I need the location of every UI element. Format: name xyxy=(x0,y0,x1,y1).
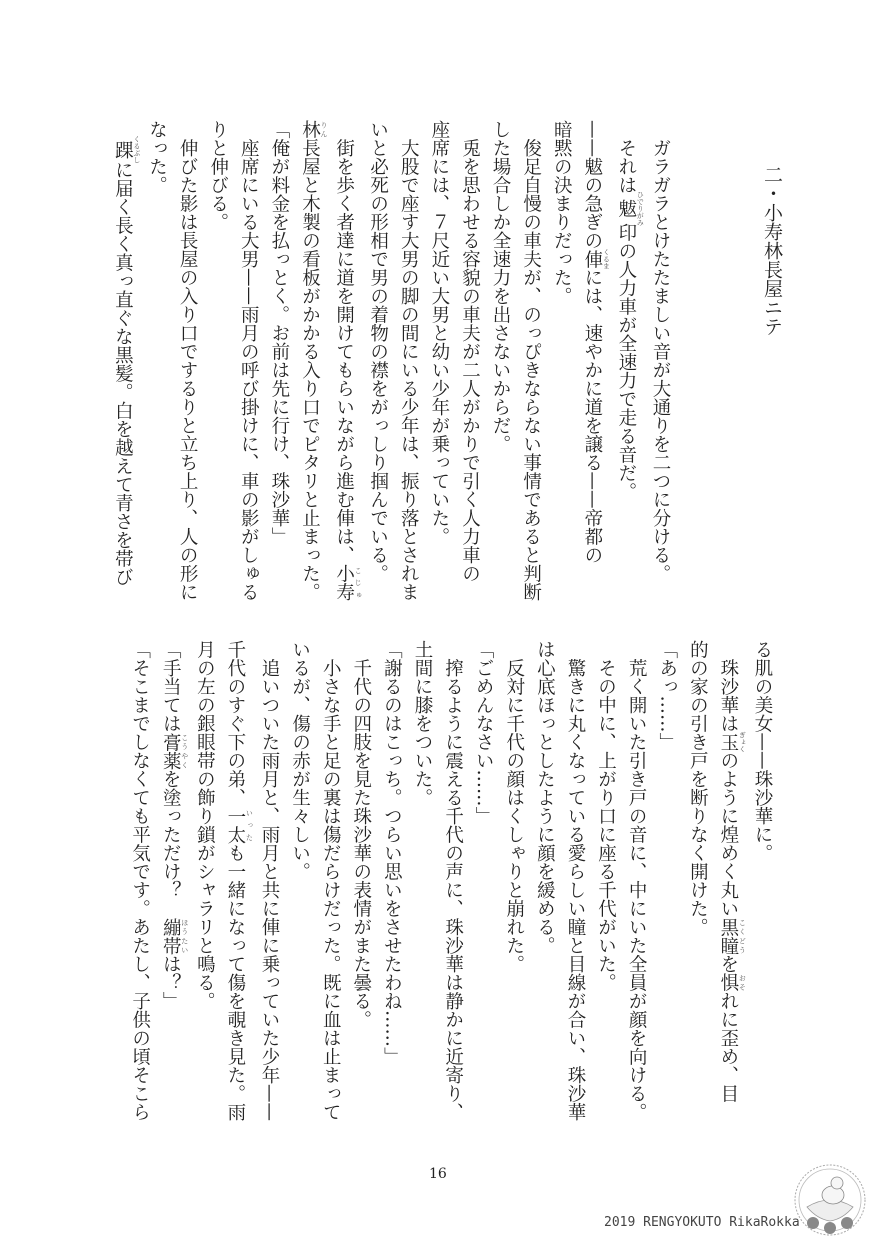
ruby-reading: こじゅ xyxy=(354,564,363,601)
text-line: 街を歩く者達に道を開けてもらいながら進む俥は、小寿 こじゅ xyxy=(333,120,363,601)
ruby-word: 魃 ひでりがみ xyxy=(615,191,645,226)
chapter-title: 二・小寿林長屋ニテ xyxy=(761,165,783,336)
ruby-word: 一太 いった xyxy=(224,806,254,844)
ruby-reading: おそ xyxy=(738,973,747,992)
ruby-word: 踝 くるぶし xyxy=(112,135,141,164)
ruby-reading: くるぶし xyxy=(132,135,141,164)
text-line: 俊足自慢の車夫が、のっぴきならない事情であると判断 xyxy=(520,120,542,601)
text-line: した場合しか全速力を出さないからだ。 xyxy=(490,120,512,453)
ruby-word: 林 りん xyxy=(299,120,328,139)
text-line: いるが、傷の赤が生々しい。 xyxy=(289,640,311,881)
text-line: 搾るように震える千代の声に、珠沙華は静かに近寄り、 xyxy=(442,640,464,1121)
text-line: いと必死の形相で男の着物の襟をがっしり掴んでいる。 xyxy=(367,120,389,583)
ruby-reading: くるま xyxy=(602,248,611,270)
ruby-reading: こくどう xyxy=(738,917,747,955)
text-line: なった。 xyxy=(146,120,168,194)
text-line: 座席には、７尺近い大男と幼い少年が乗っていた。 xyxy=(428,120,450,546)
ruby-word: 惧 おそ xyxy=(717,973,747,992)
text-line: 「俺が料金を払っとく。お前は先に行け、珠沙華」 xyxy=(268,120,290,546)
text-line: 伸びた影は長屋の入り口でするりと立ち上り、人の形に xyxy=(177,120,199,601)
ruby-word: 小寿 こじゅ xyxy=(333,564,363,601)
ruby-reading: りん xyxy=(319,120,328,139)
copyright-footer: 2019 RENGYOKUTO RikaRokka xyxy=(604,1215,800,1230)
text-line: る肌の美女——珠沙華に。 xyxy=(752,640,773,862)
text-line: 小さな手と足の裏は傷だらけだった。既に血は止まって xyxy=(320,640,342,1121)
text-line: ガラガラとけたたましい音が大通りを二つに分ける。 xyxy=(650,120,671,583)
text-line: 「そこまでしなくても平気です。あたし、子供の頃そこら xyxy=(129,640,151,1121)
ruby-word: 繃帯 ほうたい xyxy=(160,917,189,955)
text-line: 千代の四肢を見た珠沙華の表情がまた曇る。 xyxy=(350,640,372,1029)
text-line: 「謝るのはこっち。つらい思いをさせたわね……」 xyxy=(381,640,403,1066)
text-line: 月の左の銀眼帯の飾り鎖がシャラリと鳴る。 xyxy=(194,640,216,1010)
text-line: それは魃 ひでりがみ印の人力車が全速力で走る音だ。 xyxy=(615,120,645,501)
ruby-word: 黒瞳 こくどう xyxy=(717,917,747,955)
text-line: は心底ほっとしたように顔を緩める。 xyxy=(534,640,556,955)
ruby-reading: ひでりがみ xyxy=(636,191,645,226)
text-line: ——魃の急ぎの俥 くるまには、速やかに道を譲る——帝都の xyxy=(581,120,611,564)
page-number: 16 xyxy=(429,1166,447,1182)
ruby-reading: いった xyxy=(245,806,254,844)
text-line: 踝 くるぶしに届く長く真っ直ぐな黒髪。白を越えて青さを帯び xyxy=(112,135,141,586)
text-line: その中に、上がり口に座る千代がいた。 xyxy=(595,640,617,992)
ruby-word: 俥 くるま xyxy=(581,248,611,270)
text-line: 兎を思わせる容貌の車夫が二人がかりで引く人力車の xyxy=(459,120,481,583)
text-line: 荒く開いた引き戸の音に、中にいた全員が顔を向ける。 xyxy=(626,640,648,1121)
text-line: 座席にいる大男——雨月の呼び掛けに、車の影がしゅる xyxy=(238,120,260,601)
text-line: 大股で座す大男の脚の間にいる少年は、振り落とされま xyxy=(398,120,420,601)
ruby-reading: ほうたい xyxy=(180,917,189,955)
text-line: 「手当ては膏薬 こうやくを塗っただけ？ 繃帯 ほうたいは？」 xyxy=(160,640,189,1010)
text-line: 暗黙の決まりだった。 xyxy=(551,120,573,305)
text-line: 「ごめんなさい……」 xyxy=(473,640,495,825)
text-line: 土間に膝をついた。 xyxy=(411,640,433,807)
text-line: 的の家の引き戸を断りなく開けた。 xyxy=(687,640,709,936)
text-line: 追いついた雨月と、雨月と共に俥に乗っていた少年—— xyxy=(259,640,280,1121)
ruby-word: 膏薬 こうやく xyxy=(160,732,189,770)
text-line: 千代のすぐ下の弟、一太 いったも一緒になって傷を覗き見た。雨 xyxy=(224,640,254,1121)
text-line: 反対に千代の顔はくしゃりと崩れた。 xyxy=(503,640,525,973)
text-block-bottom xyxy=(124,640,777,1130)
text-line: 珠沙華は玉 ぎょくのように煌めく丸い黒瞳 こくどうを惧 おそれに歪め、目 xyxy=(717,640,747,1103)
ruby-reading: ぎょく xyxy=(738,731,747,753)
text-line: 林 りん長屋と木製の看板がかかる入り口でピタリと止まった。 xyxy=(299,120,328,601)
text-line: 「あっ……」 xyxy=(656,640,678,751)
seal-logo-icon xyxy=(793,1163,867,1237)
ruby-word: 玉 ぎょく xyxy=(717,731,747,753)
text-line: 驚きに丸くなっている愛らしい瞳と目線が合い、珠沙華 xyxy=(564,640,586,1121)
text-block-top xyxy=(107,120,675,610)
ruby-reading: こうやく xyxy=(180,732,189,770)
text-line: りと伸びる。 xyxy=(207,120,229,231)
